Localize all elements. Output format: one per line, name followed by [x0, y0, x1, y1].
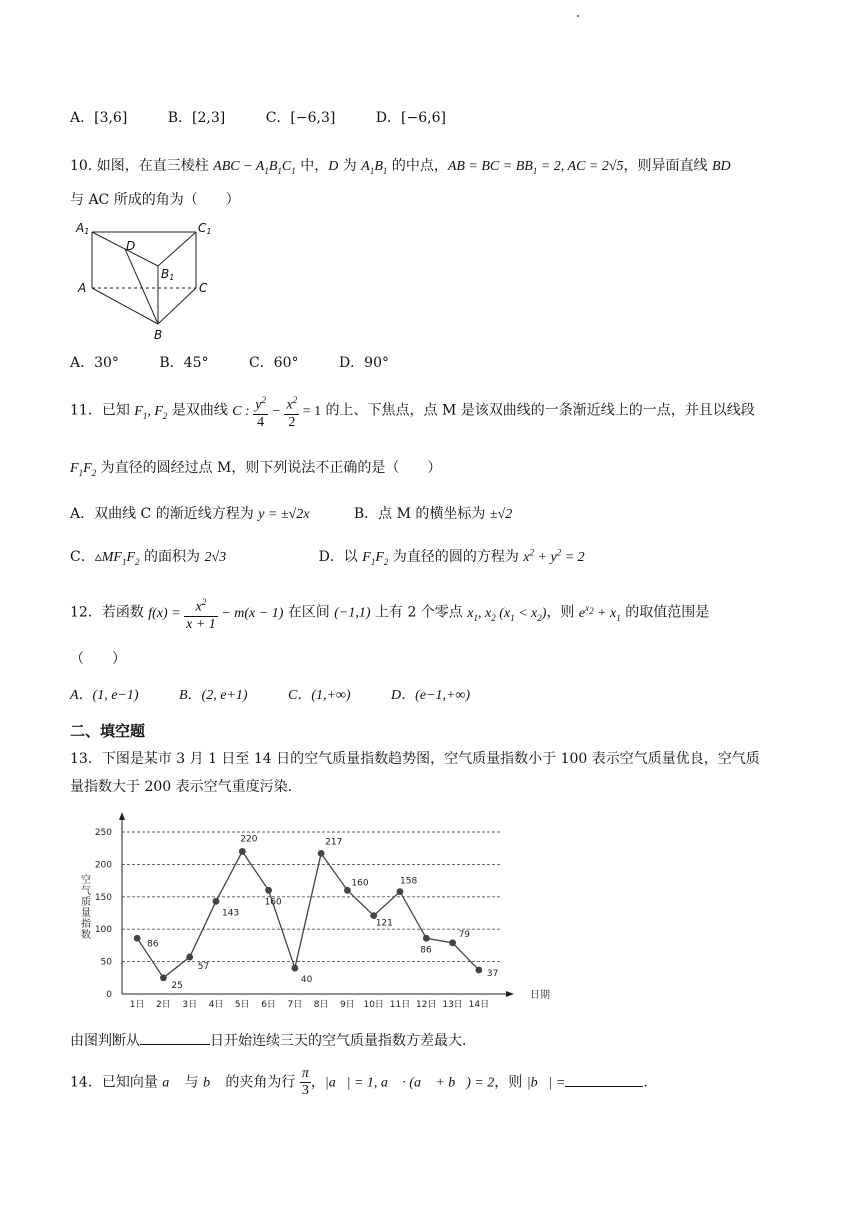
q9-option-d: D．[−6,6] [375, 110, 446, 126]
data-label: 160 [264, 897, 282, 908]
q10-option-a: A．30° [70, 355, 119, 371]
data-point [397, 888, 404, 895]
q13-fill: 由图判断从 日开始连续三天的空气质量指数方差最大. [70, 1033, 467, 1049]
x-tick-label: 5日 [234, 1000, 250, 1010]
data-point [186, 954, 193, 961]
data-label: 220 [240, 834, 258, 845]
x-axis-label: 日期 [530, 990, 550, 1001]
q9-option-a: A．[3,6] [70, 110, 128, 126]
x-axis-arrow [506, 991, 514, 997]
x-tick-label: 10日 [363, 1000, 384, 1010]
data-label: 86 [420, 945, 432, 956]
x-tick-label: 6日 [261, 1000, 276, 1010]
data-label: 158 [400, 876, 418, 887]
y-tick-label: 150 [94, 892, 112, 903]
page-dot [577, 15, 579, 17]
data-point [475, 967, 482, 974]
data-point [134, 935, 141, 942]
svg-text:D: D [126, 239, 136, 253]
data-point [318, 850, 325, 857]
data-point [344, 887, 351, 894]
data-point [265, 887, 272, 894]
q11-line2: $F_1F_2$ 为直径的圆经过点 M，则下列说法不正确的是（ ） [70, 460, 442, 478]
x-tick-label: 7日 [287, 1000, 303, 1010]
q11-option-b: B．点 M 的横坐标为 ±√2 [353, 506, 513, 522]
q9-options [70, 107, 482, 127]
y-tick-label: 100 [94, 925, 112, 936]
y-axis-label: 空气质量指数 [78, 874, 90, 940]
q14-line: 14．已知向量 a⃗ 与 b⃗ 的夹角为行 $\frac{\pi}{3}$ ，|a⃗| = 1, a⃗ · (a⃗ + b⃗) = 2，则 |b⃗| = . [70, 1066, 648, 1098]
q12-option-a: A．(1, e−1) [70, 688, 139, 703]
q13-line2: 量指数大于 200 表示空气重度污染. [70, 779, 293, 795]
x-tick-label: 4日 [208, 1000, 224, 1010]
y-axis-arrow [119, 812, 125, 820]
q9-option-b: B．[2,3] [167, 110, 226, 126]
q14-angle: $\frac{\pi}{3}$ [301, 1066, 309, 1098]
y-tick-label: 0 [106, 990, 112, 1000]
data-label: 217 [325, 837, 343, 848]
data-point [291, 965, 298, 972]
q10-line1: 10. 如图，在直三棱柱 ABC − $A_1B_1C_1$ 中，D 为 $A_1B_1$ 的中点，AB = BC = $BB_1 = 2$, AC = 2√5，则异面直线 BD [70, 158, 731, 176]
q14-blank[interactable] [565, 1074, 643, 1087]
q11-line1: 11．已知 $F_1$, $F_2$ 是双曲线 C : $\frac{y^2}{4}$ − $\frac{x^2}{2}$ = 1 的上、下焦点，点 M 是该双曲线的一条渐近线上的一点，并且以线段 [70, 392, 755, 431]
svg-text:C: C [199, 281, 208, 295]
q12-option-b: B．(2, e+1) [179, 688, 248, 703]
q9-option-c: C．[−6,3] [265, 110, 336, 126]
q12-line2: （ ） [70, 651, 126, 667]
x-tick-label: 11日 [389, 1000, 411, 1010]
x-tick-label: 12日 [416, 1000, 437, 1010]
data-label: 160 [351, 878, 369, 889]
section-title: 二、填空题 [70, 722, 146, 740]
x-tick-label: 1日 [129, 1000, 145, 1010]
q12-options [70, 684, 506, 704]
q10-option-d: D．90° [338, 355, 389, 371]
y-tick-label: 50 [100, 957, 112, 968]
svg-text:B: B [154, 328, 163, 342]
data-label: 121 [375, 918, 393, 929]
x-tick-label: 14日 [468, 1000, 490, 1010]
q11-option-c: C．$▵MF_1F_2$ 的面积为 2√3 [70, 549, 227, 567]
q12-function: f(x) = $\frac{x^2}{x + 1}$ − m(x − 1) [148, 606, 283, 621]
data-label: 86 [147, 939, 159, 950]
q10-options [70, 352, 425, 372]
q10-option-c: C．60° [248, 355, 299, 371]
data-point [239, 848, 246, 855]
svg-text:B1: B1 [161, 267, 175, 282]
q10-option-b: B．45° [159, 355, 209, 371]
data-label: 25 [171, 980, 183, 991]
x-tick-label: 13日 [442, 1000, 463, 1010]
q13-blank[interactable] [140, 1032, 210, 1045]
svg-text:A1: A1 [76, 221, 90, 236]
aqi-chart [70, 810, 550, 1010]
y-tick-label: 250 [94, 828, 112, 838]
data-label: 40 [300, 975, 313, 986]
svg-text:A: A [78, 281, 87, 295]
q10-condition: AB = BC = $BB_1 = 2$, AC = 2√5 [447, 159, 624, 176]
q12-line1: 12．若函数 f(x) = $\frac{x^2}{x + 1}$ − m(x − 1) 在区间 (−1,1) 上有 2 个零点 $x_1$, $x_2$ $(x_1 < x_2)$，则 $e^{x_2} + x_1$ 的取值范围是 [70, 594, 709, 633]
data-point [213, 898, 220, 905]
q11-option-a: A．双曲线 C 的渐近线方程为 y = ±√2x [70, 506, 310, 522]
q10-prism: ABC − $A_1B_1C_1$ [213, 159, 296, 176]
q10-prism-figure [70, 218, 220, 343]
q11-hyperbola: C : $\frac{y^2}{4}$ − $\frac{x^2}{2}$ = 1 [232, 404, 321, 419]
data-label: 143 [222, 908, 240, 919]
x-tick-label: 3日 [182, 1000, 198, 1010]
x-tick-label: 2日 [156, 1000, 171, 1010]
q11-option-d: D．以 $F_1F_2$ 为直径的圆的方程为 $x^2 + y^2 = 2$ [318, 547, 585, 567]
y-tick-label: 200 [94, 860, 112, 871]
q12-option-c: C．(1,+∞) [288, 688, 351, 703]
data-point [423, 935, 430, 942]
q12-option-d: D．(e−1,+∞) [391, 688, 471, 703]
data-label: 37 [486, 969, 499, 980]
q11-options-cd [70, 546, 585, 567]
x-tick-label: 9日 [340, 1000, 355, 1010]
data-label: 57 [197, 962, 210, 973]
data-label: 79 [458, 929, 471, 940]
q10-line2: 与 AC 所成的角为（ ） [70, 192, 240, 208]
svg-text:C1: C1 [198, 221, 212, 236]
q11-options-ab [70, 503, 512, 523]
data-point [449, 939, 456, 946]
q13-line1: 13．下图是某市 3 月 1 日至 14 日的空气质量指数趋势图，空气质量指数小于 100 表示空气质量优良，空气质 [70, 751, 760, 767]
data-point [160, 974, 167, 981]
x-tick-label: 8日 [313, 1000, 329, 1010]
